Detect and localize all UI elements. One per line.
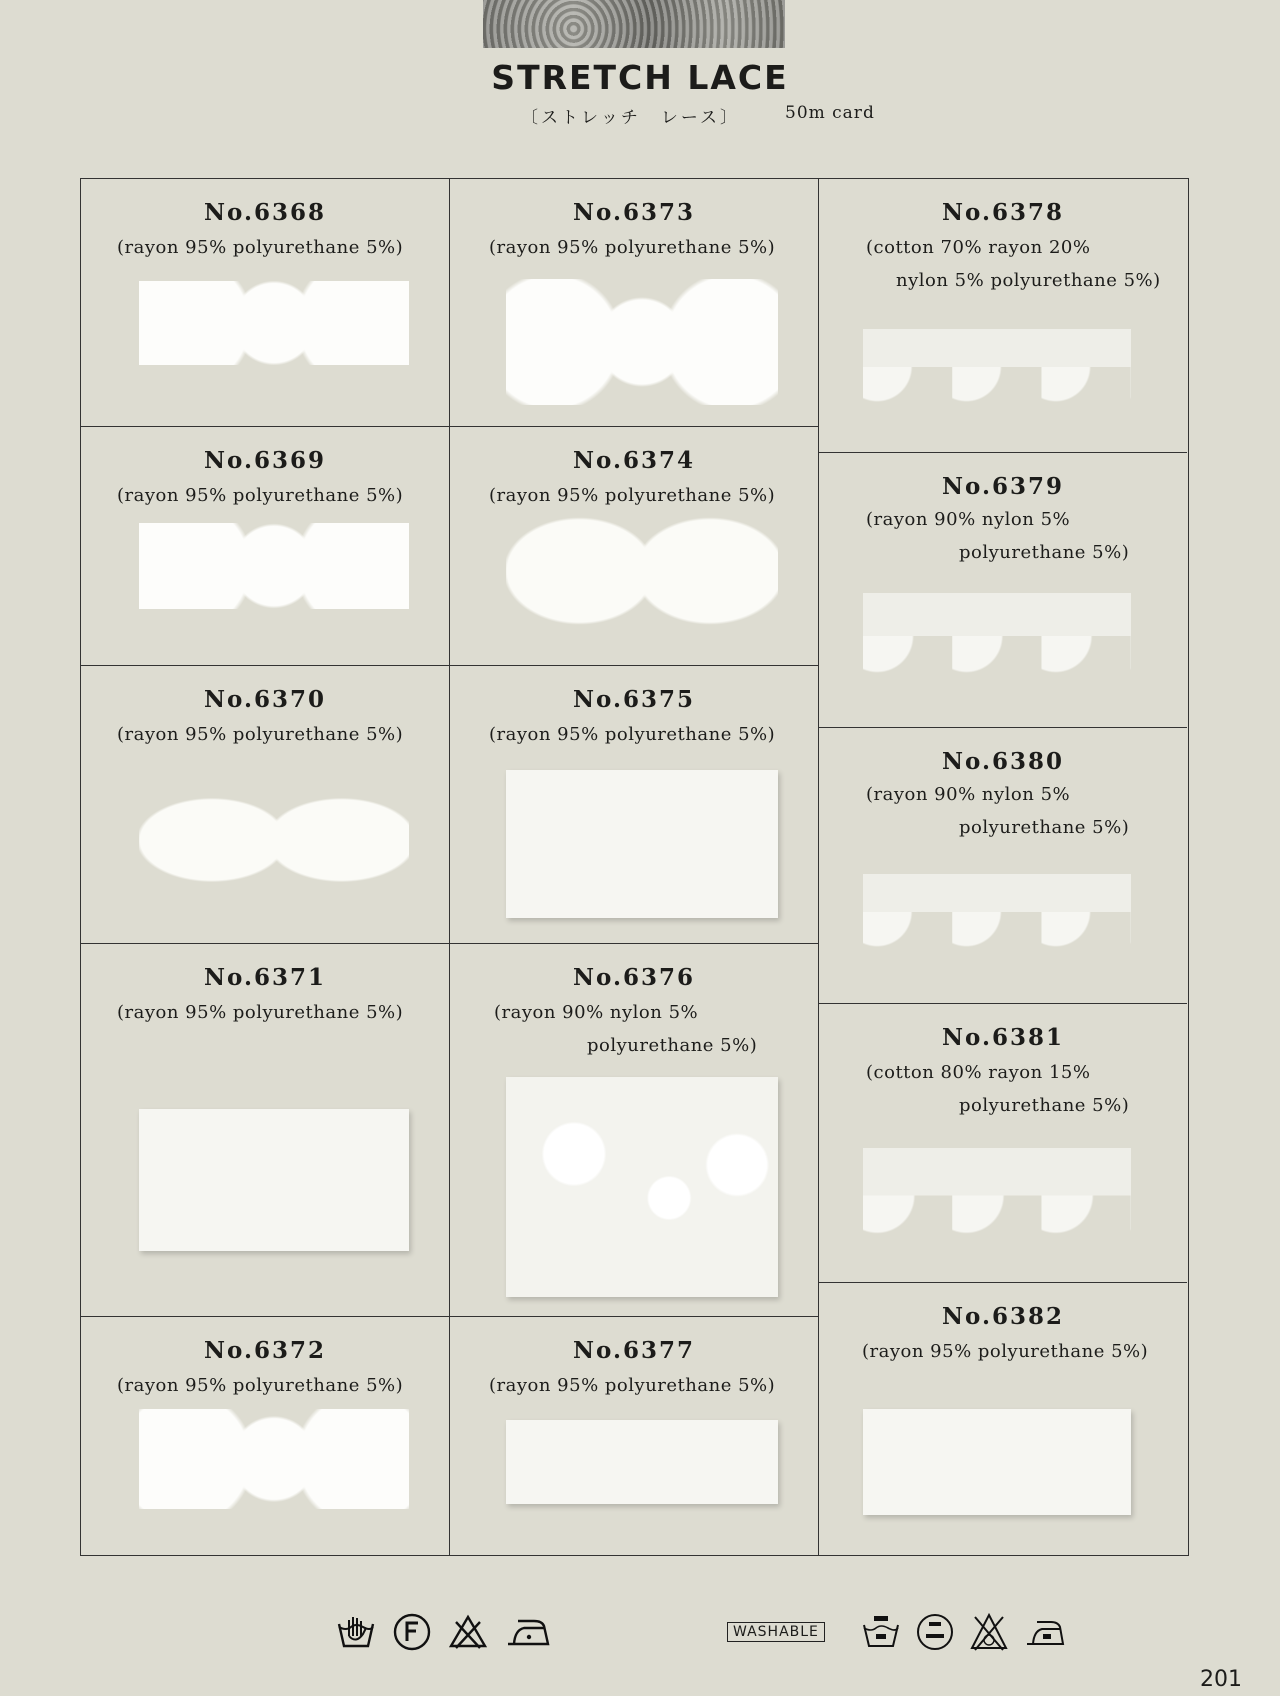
lace-swatch-image: [506, 1077, 778, 1297]
product-material-line-2: polyurethane 5%): [959, 817, 1130, 838]
dry-clean-f-icon: [392, 1612, 432, 1652]
lace-swatch-image: [863, 329, 1131, 413]
product-number: No.6379: [942, 473, 1064, 500]
product-cell-6381[interactable]: [819, 1004, 1187, 1283]
product-material: (rayon 90% nylon 5%: [866, 784, 1071, 805]
product-material: (rayon 95% polyurethane 5%): [862, 1341, 1149, 1362]
product-number: No.6369: [204, 447, 326, 474]
product-material: (rayon 95% polyurethane 5%): [117, 724, 404, 745]
product-material: (rayon 95% polyurethane 5%): [117, 485, 404, 506]
product-material-line-2: polyurethane 5%): [959, 542, 1130, 563]
product-material: (rayon 95% polyurethane 5%): [489, 485, 776, 506]
product-material-line-2: polyurethane 5%): [587, 1035, 758, 1056]
product-number: No.6371: [204, 964, 326, 991]
no-bleach-icon: [448, 1612, 488, 1652]
product-material: (rayon 95% polyurethane 5%): [117, 1002, 404, 1023]
product-material: (rayon 90% nylon 5%: [494, 1002, 699, 1023]
lace-swatch-image: [139, 1109, 409, 1251]
product-grid: [80, 178, 1189, 1556]
product-cell-6376[interactable]: [450, 944, 818, 1317]
product-material: (rayon 95% polyurethane 5%): [489, 1375, 776, 1396]
product-number: No.6372: [204, 1337, 326, 1364]
lace-swatch-image: [863, 1409, 1131, 1515]
product-material-line-2: nylon 5% polyurethane 5%): [896, 270, 1161, 291]
lace-swatch-image: [506, 279, 778, 405]
lace-swatch-image: [506, 1420, 778, 1504]
lace-swatch-image: [863, 874, 1131, 958]
product-number: No.6375: [573, 686, 695, 713]
product-column-2: [450, 179, 819, 1555]
lace-swatch-image: [139, 1409, 409, 1509]
product-material: (rayon 95% polyurethane 5%): [489, 237, 776, 258]
hand-wash-icon: [336, 1612, 376, 1652]
product-number: No.6373: [573, 199, 695, 226]
product-number: No.6370: [204, 686, 326, 713]
product-cell-6379[interactable]: [819, 453, 1187, 728]
product-material: (rayon 90% nylon 5%: [866, 509, 1071, 530]
product-cell-6380[interactable]: [819, 728, 1187, 1004]
product-material: (cotton 70% rayon 20%: [866, 237, 1091, 258]
dry-clean-icon: [915, 1612, 955, 1652]
product-cell-6374[interactable]: [450, 427, 818, 666]
page-title: STRETCH LACE: [491, 58, 789, 97]
product-material: (rayon 95% polyurethane 5%): [117, 237, 404, 258]
subtitle-japanese: 〔ストレッチ レース〕: [521, 108, 740, 128]
product-number: No.6380: [942, 748, 1064, 775]
product-material: (rayon 95% polyurethane 5%): [489, 724, 776, 745]
lace-swatch-image: [506, 515, 778, 627]
product-material: (cotton 80% rayon 15%: [866, 1062, 1091, 1083]
product-cell-6377[interactable]: [450, 1317, 818, 1557]
product-number: No.6382: [942, 1303, 1064, 1330]
product-number: No.6377: [573, 1337, 695, 1364]
lace-swatch-image: [139, 281, 409, 365]
hand-wash-30-icon: [861, 1612, 901, 1652]
subtitle-card-size: 50m card: [785, 103, 875, 123]
product-cell-6375[interactable]: [450, 666, 818, 944]
product-material: (rayon 95% polyurethane 5%): [117, 1375, 404, 1396]
washable-label: WASHABLE: [727, 1622, 825, 1642]
no-bleach-icon: [969, 1612, 1009, 1652]
product-cell-6378[interactable]: [819, 179, 1187, 453]
lace-swatch-image: [139, 796, 409, 884]
lace-swatch-image: [506, 770, 778, 918]
product-number: No.6376: [573, 964, 695, 991]
product-cell-6369[interactable]: [81, 427, 449, 666]
iron-low-icon: [504, 1612, 552, 1652]
product-cell-6368[interactable]: [81, 179, 449, 427]
page-number: 201: [1200, 1667, 1242, 1692]
product-number: No.6378: [942, 199, 1064, 226]
lace-swatch-image: [863, 1148, 1131, 1254]
product-column-1: [81, 179, 450, 1555]
care-symbols-right: [727, 1612, 1067, 1652]
lace-swatch-image: [139, 523, 409, 609]
header-lace-photo: [483, 0, 785, 48]
product-cell-6382[interactable]: [819, 1283, 1187, 1557]
lace-swatch-image: [863, 593, 1131, 689]
product-material-line-2: polyurethane 5%): [959, 1095, 1130, 1116]
product-number: No.6381: [942, 1024, 1064, 1051]
product-cell-6370[interactable]: [81, 666, 449, 944]
care-symbols-left: [336, 1612, 552, 1652]
product-cell-6372[interactable]: [81, 1317, 449, 1557]
product-column-3: [819, 179, 1187, 1555]
product-cell-6371[interactable]: [81, 944, 449, 1317]
product-number: No.6368: [204, 199, 326, 226]
product-number: No.6374: [573, 447, 695, 474]
product-cell-6373[interactable]: [450, 179, 818, 427]
iron-low-icon: [1023, 1612, 1067, 1652]
